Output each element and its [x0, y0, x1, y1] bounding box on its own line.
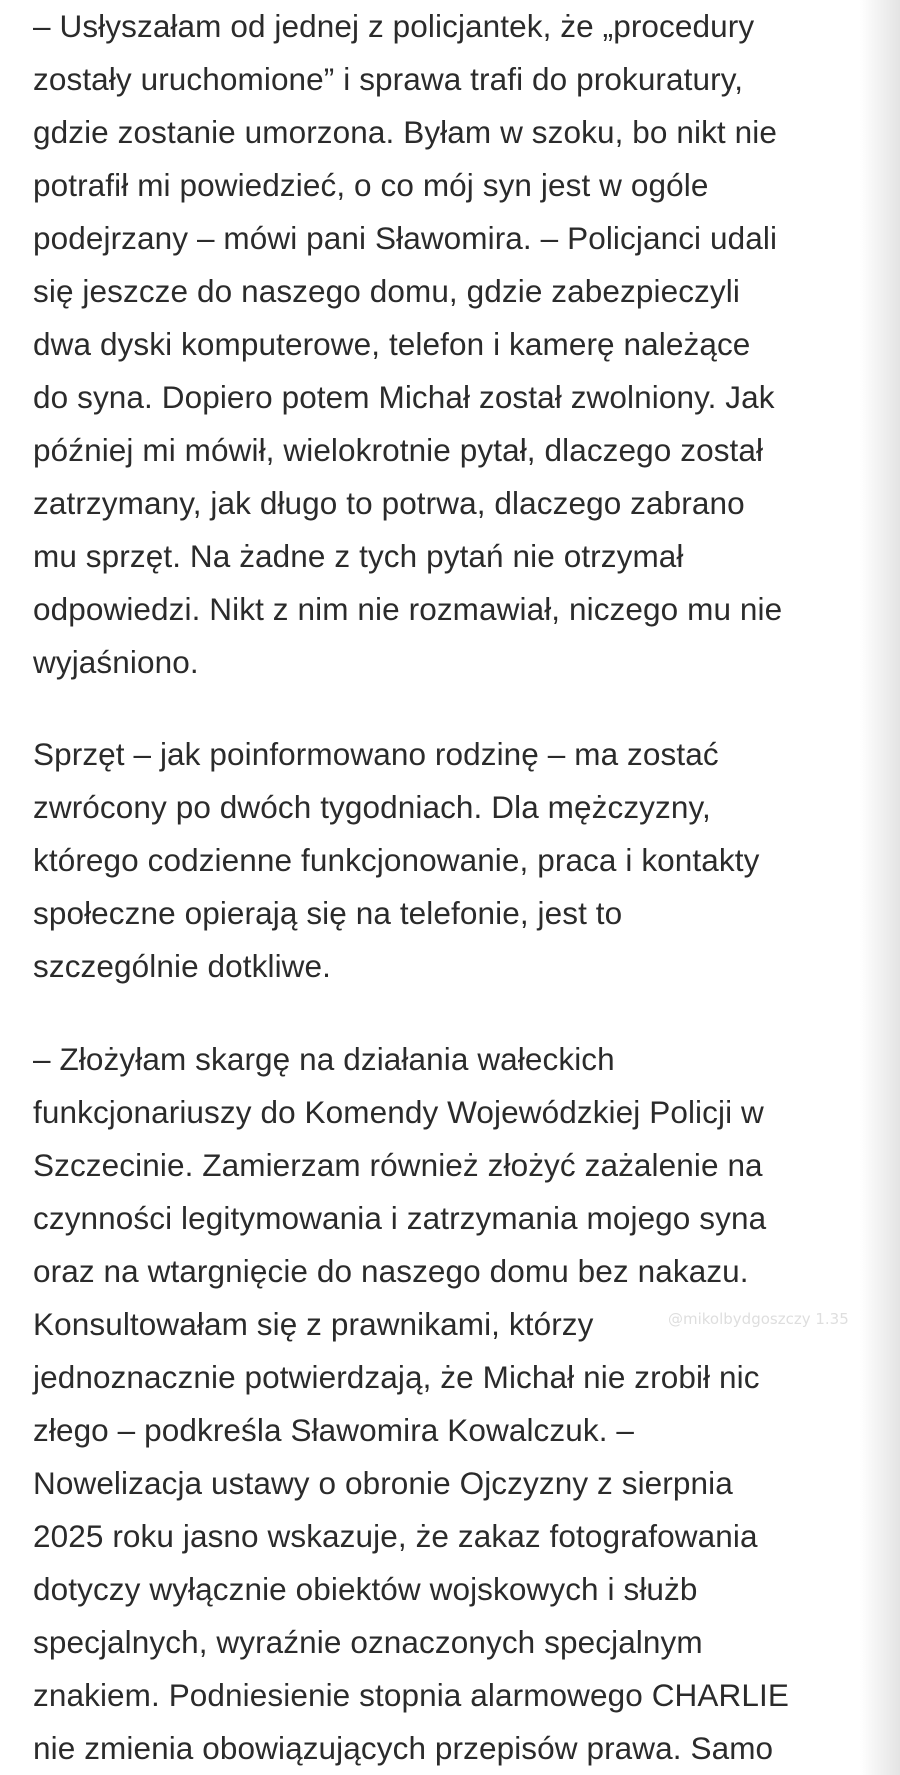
text-line: zatrzymany, jak długo to potrwa, dlaczego zabrano [33, 485, 745, 521]
paragraph-1 [33, 0, 782, 689]
text-line: znakiem. Podniesienie stopnia alarmowego CHARLIE [33, 1677, 789, 1713]
text-line: oraz na wtargnięcie do naszego domu bez nakazu. [33, 1253, 749, 1289]
text-line: Nowelizacja ustawy o obronie Ojczyzny z sierpnia [33, 1465, 733, 1501]
text-line: – Złożyłam skargę na działania wałeckich [33, 1041, 615, 1077]
paragraph-3 [33, 1033, 789, 1775]
text-line: dotyczy wyłącznie obiektów wojskowych i służb [33, 1571, 698, 1607]
text-line: potrafił mi powiedzieć, o co mój syn jest w ogóle [33, 167, 709, 203]
text-line: mu sprzęt. Na żadne z tych pytań nie otrzymał [33, 538, 684, 574]
text-line: złego – podkreśla Sławomira Kowalczuk. – [33, 1412, 635, 1448]
text-line: wyjaśniono. [33, 644, 199, 680]
text-line: – Usłyszałam od jednej z policjantek, że „procedury [33, 8, 755, 44]
text-line: się jeszcze do naszego domu, gdzie zabezpieczyli [33, 273, 740, 309]
text-line: czynności legitymowania i zatrzymania mojego syna [33, 1200, 767, 1236]
text-line: społeczne opierają się na telefonie, jest to [33, 895, 623, 931]
text-line: odpowiedzi. Nikt z nim nie rozmawiał, niczego mu nie [33, 591, 783, 627]
text-line: gdzie zostanie umorzona. Byłam w szoku, bo nikt nie [33, 114, 777, 150]
text-line: szczególnie dotkliwe. [33, 948, 331, 984]
text-line: do syna. Dopiero potem Michał został zwolniony. Jak [33, 379, 775, 415]
text-line: dwa dyski komputerowe, telefon i kamerę należące [33, 326, 751, 362]
text-line: 2025 roku jasno wskazuje, że zakaz fotografowania [33, 1518, 758, 1554]
scroll-edge-shadow [860, 0, 900, 1775]
text-line: którego codzienne funkcjonowanie, praca i kontakty [33, 842, 760, 878]
text-line: jednoznacznie potwierdzają, że Michał nie zrobił nic [33, 1359, 760, 1395]
text-line: Sprzęt – jak poinformowano rodzinę – ma zostać [33, 736, 719, 772]
text-line: zostały uruchomione” i sprawa trafi do prokuratury, [33, 61, 744, 97]
text-line: Szczecinie. Zamierzam również złożyć zażalenie na [33, 1147, 763, 1183]
watermark: @mikolbydgoszczy 1.35 [668, 1310, 849, 1328]
paragraph-2 [33, 728, 759, 993]
text-line: później mi mówił, wielokrotnie pytał, dlaczego został [33, 432, 764, 468]
text-line: nie zmienia obowiązujących przepisów prawa. Samo [33, 1730, 774, 1766]
text-line: funkcjonariuszy do Komendy Wojewódzkiej Policji w [33, 1094, 764, 1130]
text-line: podejrzany – mówi pani Sławomira. – Policjanci udali [33, 220, 778, 256]
text-line: zwrócony po dwóch tygodniach. Dla mężczyzny, [33, 789, 711, 825]
text-line: Konsultowałam się z prawnikami, którzy [33, 1306, 594, 1342]
text-line: specjalnych, wyraźnie oznaczonych specjalnym [33, 1624, 703, 1660]
